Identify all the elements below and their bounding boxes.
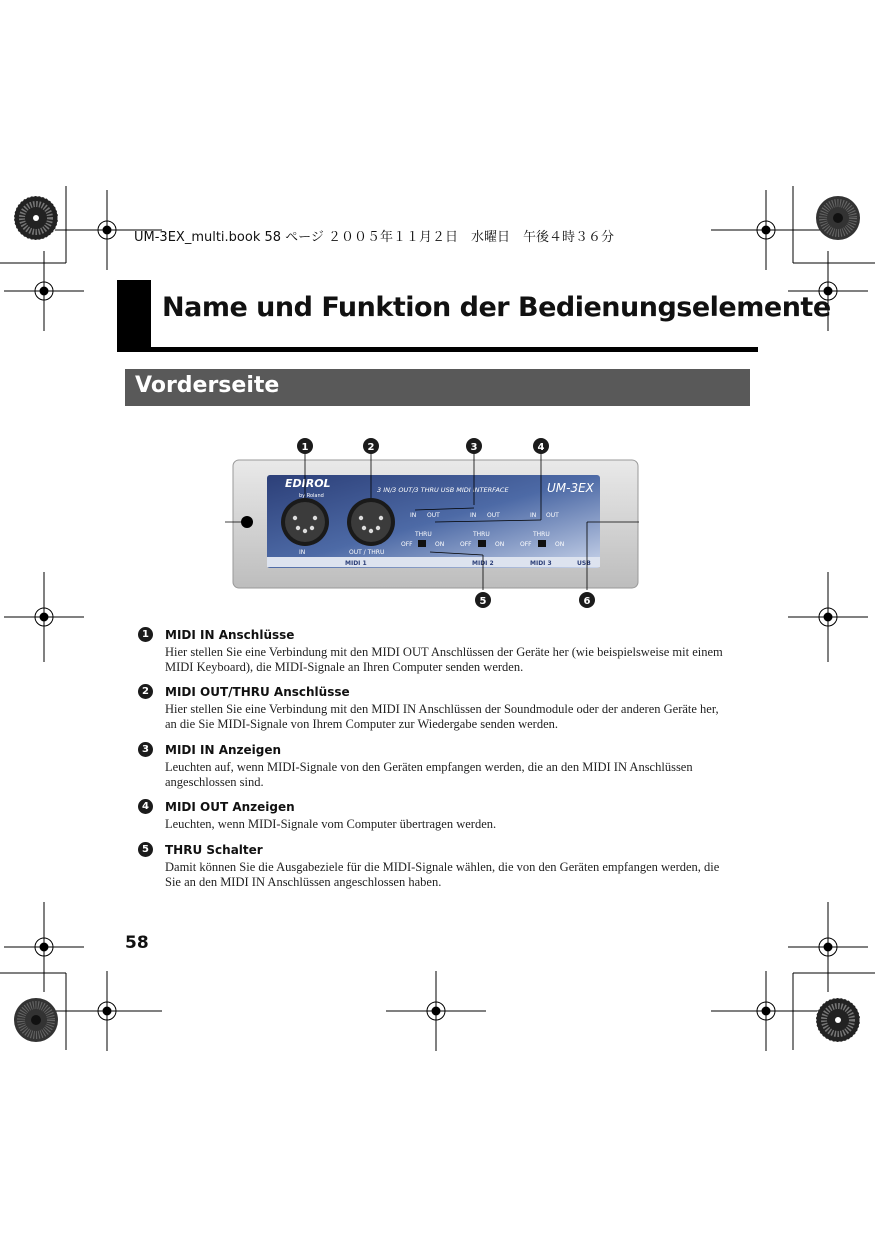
callout-4: 4 (537, 442, 545, 453)
item-title: MIDI OUT Anzeigen (165, 800, 295, 814)
midi1-label: MIDI 1 (345, 560, 367, 567)
registration-dot (241, 516, 253, 528)
item-title: MIDI OUT/THRU Anschlüsse (165, 685, 350, 699)
on-label-3: ON (555, 541, 565, 548)
section-title: Vorderseite (135, 373, 280, 398)
led-out-label-1: OUT (427, 512, 440, 519)
page-number: 58 (125, 933, 149, 953)
usb-label: USB (577, 560, 591, 567)
callout-3: 3 (470, 442, 478, 453)
item-number-badge: 3 (138, 742, 153, 757)
thru-label-1: THRU (415, 531, 432, 538)
callout-1: 1 (301, 442, 309, 453)
model-name: UM-3EX (547, 481, 594, 495)
item-title: THRU Schalter (165, 843, 263, 857)
led-out-label-2: OUT (487, 512, 500, 519)
on-label-2: ON (495, 541, 505, 548)
off-label-1: OFF (401, 541, 413, 548)
page-title: Name und Funktion der Bedienungselemente (162, 292, 831, 323)
item-description: Leuchten, wenn MIDI-Signale vom Computer übertragen werden. (165, 817, 497, 831)
midi-in-port (281, 498, 329, 546)
item-number-badge: 5 (138, 842, 153, 857)
device-front-panel-illustration (225, 430, 655, 615)
on-label-1: ON (435, 541, 445, 548)
banner-text: 3 IN/3 OUT/3 THRU USB MIDI INTERFACE (377, 486, 509, 494)
title-block-marker (117, 280, 151, 352)
item-title: MIDI IN Anzeigen (165, 743, 282, 757)
edirol-logo: EDIROL (285, 477, 331, 490)
off-label-2: OFF (460, 541, 472, 548)
title-rule (117, 347, 758, 352)
item-description: Hier stellen Sie eine Verbindung mit den MIDI IN Anschlüssen der Soundmodule oder der anderen Geräte her, an die Sie MIDI-Signale von Ihrem Computer zur Wiedergabe senden werden. (165, 702, 719, 731)
midi-out-thru-port (347, 498, 395, 546)
midi2-label: MIDI 2 (472, 560, 494, 567)
brand-sub: by Roland (299, 493, 324, 499)
print-header-file-info: UM-3EX_multi.book 58 ページ ２００５年１１月２日 水曜日 午後４時３６分 (134, 230, 615, 245)
item-number-badge: 1 (138, 627, 153, 642)
callout-2: 2 (367, 442, 375, 453)
port-out-thru-label: OUT / THRU (349, 549, 385, 556)
callout-6: 6 (583, 596, 591, 607)
thru-label-2: THRU (473, 531, 490, 538)
item-description: Leuchten auf, wenn MIDI-Signale von den Geräten empfangen werden, die an den MIDI IN Anschlüssen angeschlossen sind. (165, 760, 693, 789)
item-number-badge: 2 (138, 684, 153, 699)
item-title: MIDI IN Anschlüsse (165, 628, 295, 642)
port-in-label: IN (299, 549, 306, 556)
thru-label-3: THRU (533, 531, 550, 538)
off-label-3: OFF (520, 541, 532, 548)
led-in-label-3: IN (530, 512, 537, 519)
led-out-label-3: OUT (546, 512, 559, 519)
led-in-label-1: IN (410, 512, 417, 519)
callout-5: 5 (479, 596, 487, 607)
item-description: Damit können Sie die Ausgabeziele für die MIDI-Signale wählen, die von den Geräten empfangen werden, die Sie an den MIDI IN Anschlüssen angeschlossen haben. (165, 860, 720, 889)
item-number-badge: 4 (138, 799, 153, 814)
midi3-label: MIDI 3 (530, 560, 552, 567)
item-description: Hier stellen Sie eine Verbindung mit den MIDI OUT Anschlüssen der Geräte her (wie beispielsweise mit einem MIDI Keyboard), die MIDI-Signale an Ihren Computer senden werden. (165, 645, 723, 674)
led-in-label-2: IN (470, 512, 477, 519)
